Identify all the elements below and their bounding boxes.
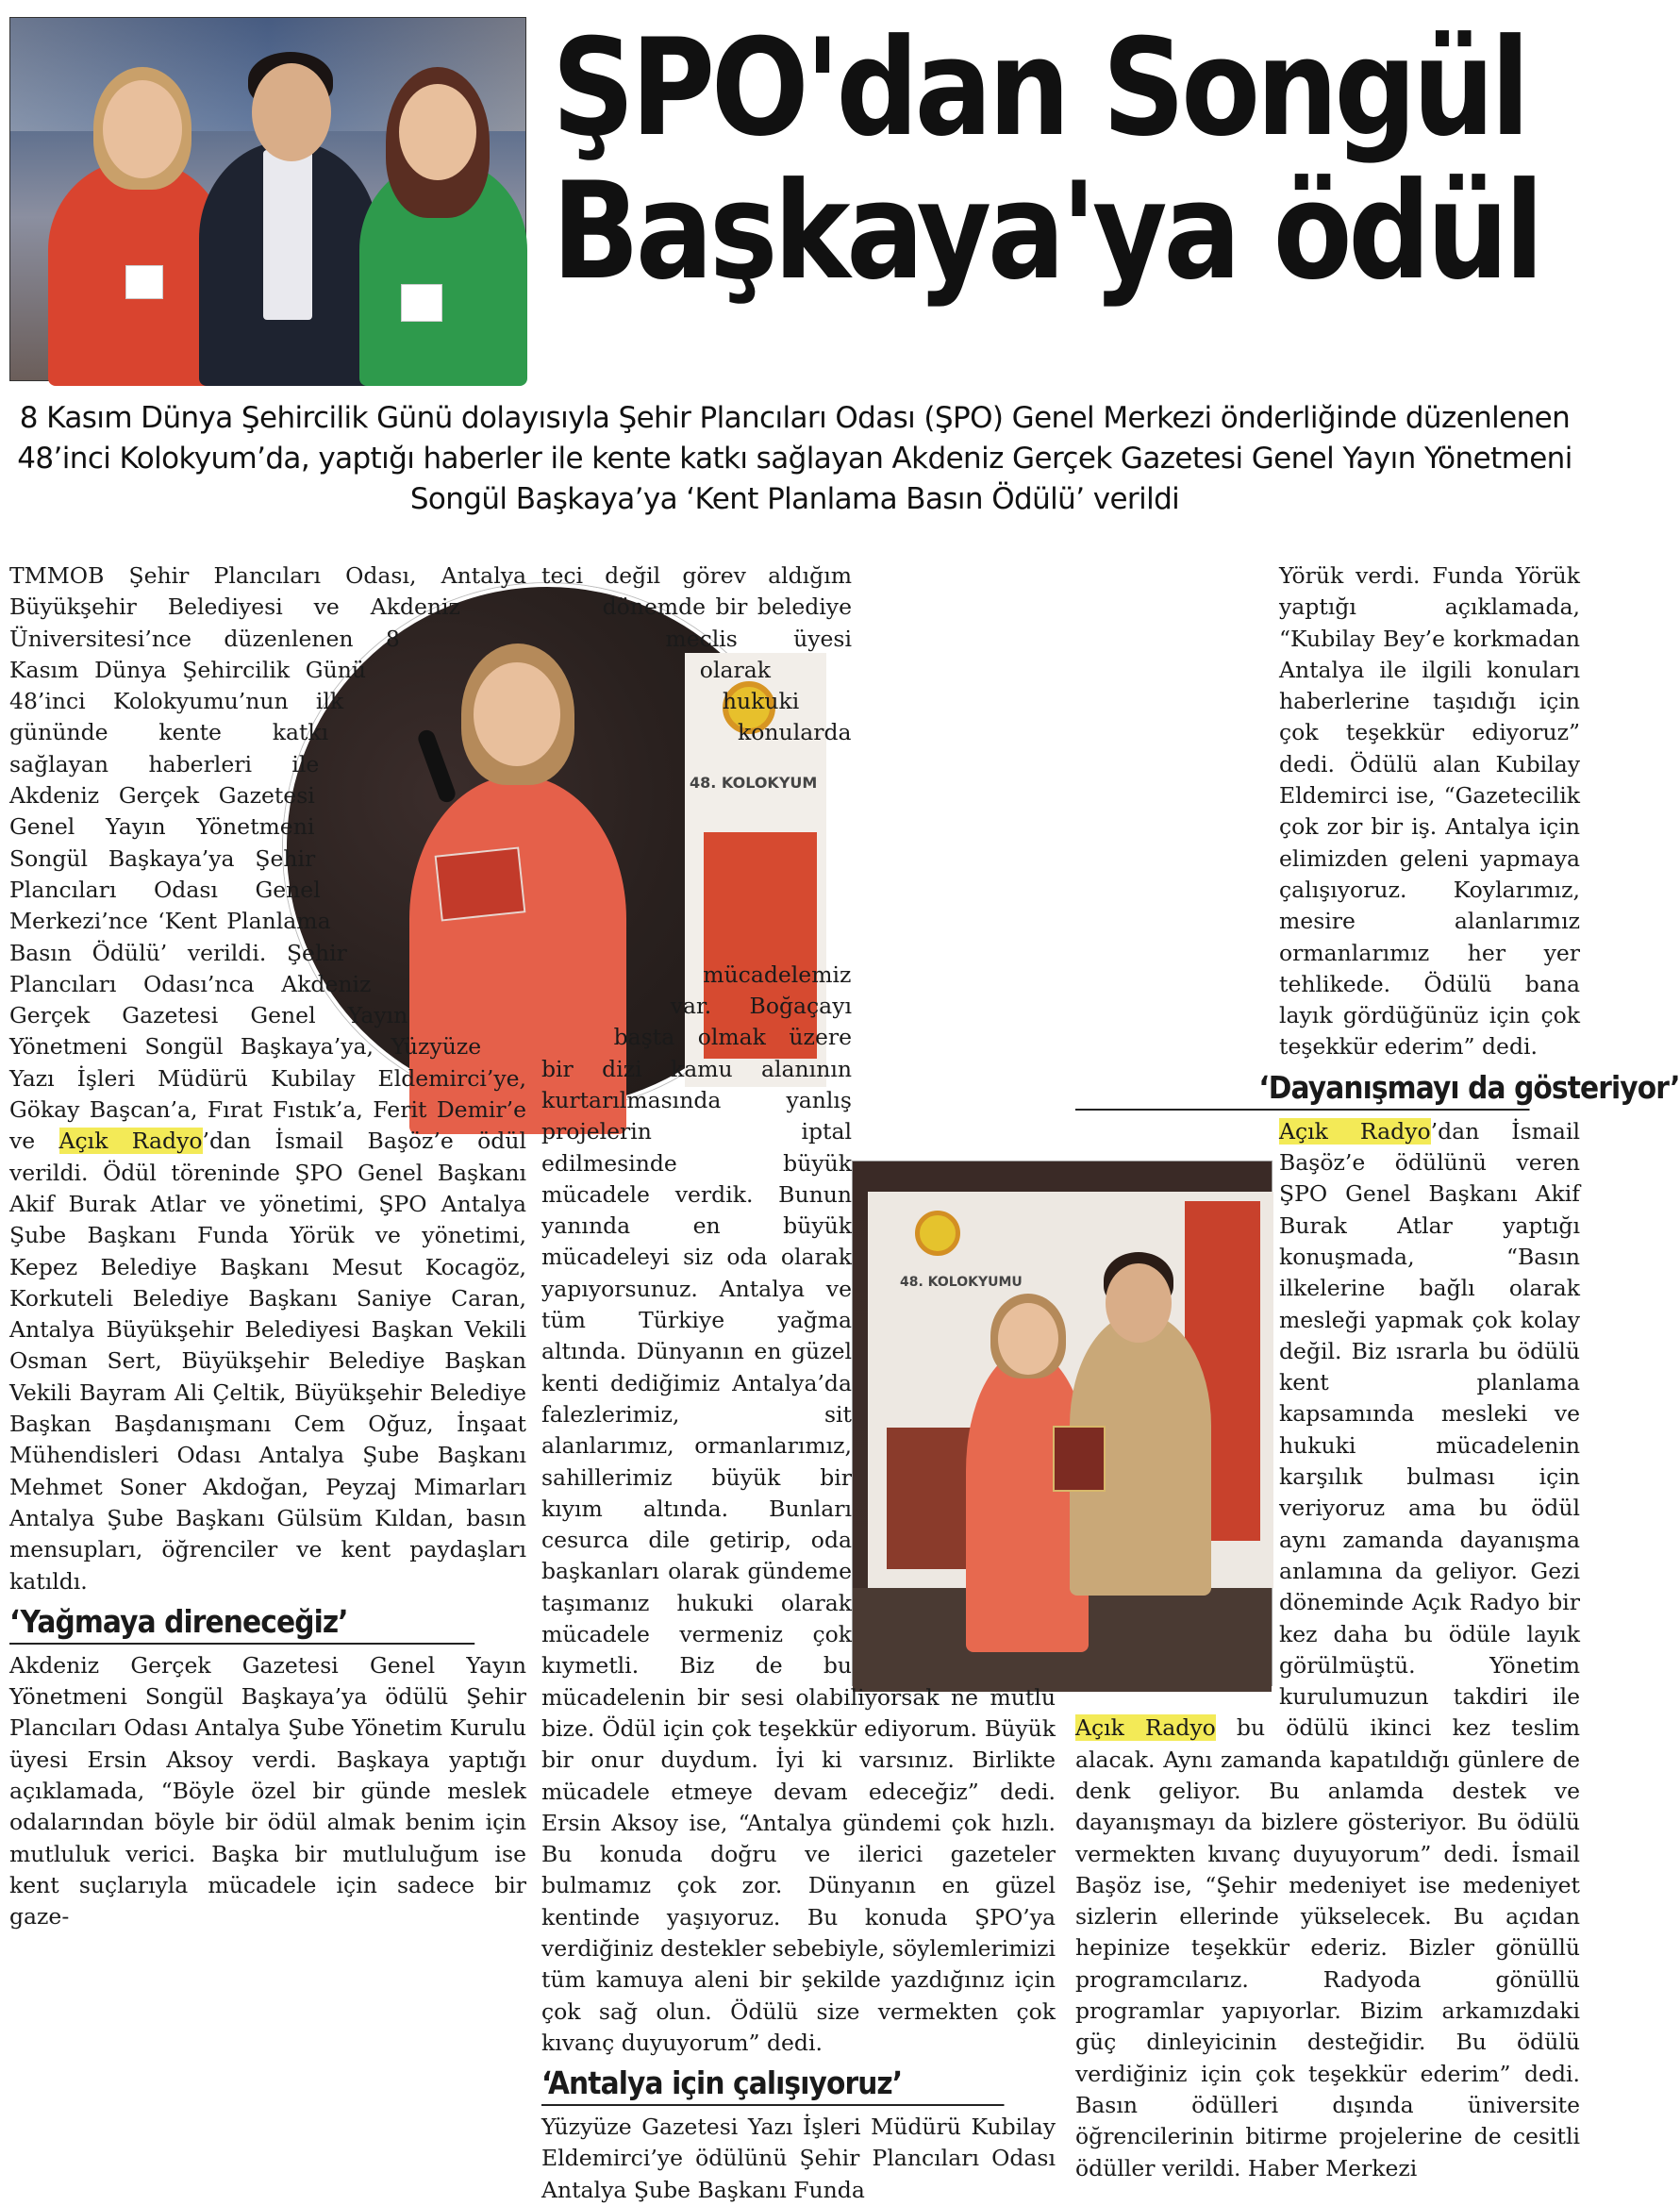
- headline: [552, 10, 1540, 309]
- highlight-acik-radyo: Açık Radyo: [1279, 1117, 1431, 1145]
- section-title: ‘Dayanışmayı da gösteriyor’: [1075, 1067, 1530, 1111]
- column-3: [1075, 560, 1680, 2184]
- paragraph: teci değil görev aldığım dönemde bir belediye meclis üyesi olarak hukuki konularda mücadelemiz var. Boğaçayı başta olmak üzere bir dizi kamu alanının kurtarılmasında yanlış projelerin iptal edilmesinde büyük mücadele verdik. Bunun yanında en büyük mücadeleyi siz oda olarak yapıyorsunuz. Antalya ve tüm Türkiye yağma altında. Dünyanın en güzel kenti dediğimiz Antalya’da falezlerimiz, sit alanlarımız, ormanlarımız, sahillerimiz büyük bir kıyım altında. Bunları cesurca dile getirip, oda başkanları olarak gündeme taşımanız hukuki olarak mücadele vermeniz çok kıymetli. Biz de bu mücadelenin bir sesi olabiliyorsak ne mutlu bize. Ödül için çok teşekkür ediyorum. Büyük bir onur duydum. İyi ki varsınız. Birlikte mücadele etmeye devam edeceğiz” dedi. Ersin Aksoy ise, “Antalya gündemi çok hızlı. Bu konuda doğru ve ilerici gazeteler bulmamız çok zor. Dünyanın en güzel kentinde yaşıyoruz. Bu konuda ŞPO’ya verdiğiniz destekler sebebiyle, söylemlerimizi tüm kamuya aleni bir şekilde yazdığınız için çok sağ olun. Ödülü size vermekten çok kıvanç duyuyorum” dedi.: [541, 562, 1056, 2056]
- headline-line-2: Başkaya'ya ödül: [552, 154, 1540, 309]
- banner-text: 48. KOLOKYUM: [690, 774, 818, 792]
- top-photo: [9, 17, 526, 381]
- section-title: ‘Yağmaya direneceğiz’: [9, 1601, 474, 1645]
- highlight-acik-radyo: Açık Radyo: [1075, 1714, 1216, 1742]
- paragraph: Yörük verdi. Funda Yörük yaptığı açıklamada, “Kubilay Bey’e korkmadan Antalya ile ilgili konuları haberlerine taşıdığı için çok teşekkür ediyoruz” dedi. Ödülü alan Kubilay Eldemirci ise, “Gazetecilik çok zor bir iş. Antalya için elimizden geleni yapmaya çalışıyoruz. Koylarımız, mesire alanlarımız ormanlarımız her yer tehlikede. Ödülü bana layık gördüğünüz için çok teşekkür ederim” dedi.: [1279, 562, 1580, 1061]
- paragraph: TMMOB Şehir Plancıları Odası, Antalya Büyükşehir Belediyesi ve Akdeniz Üniversitesi’nce düzenlenen 8 Kasım Dünya Şehircilik Günü 48’inci Kolokyumu’nun ilk gününde kente katkı sağlayan haberleri ile Akdeniz Gerçek Gazetesi Genel Yayın Yönetmeni Songül Başkaya’ya Şehir Plancıları Odası Genel Merkezi’nce ‘Kent Planlama Basın Ödülü’ verildi. Şehir Plancıları Odası’nca Akdeniz Gerçek Gazetesi Genel Yayın Yönetmeni Songül Başkaya’ya, Yüzyüze Yazı İşleri Müdürü Kubilay Eldemirci’ye, Gökay Başcan’a, Fırat Fıstık’a, Ferit Demir’e ve Açık Radyo’dan İsmail Başöz’e ödül verildi. Ödül töreninde ŞPO Genel Başkanı Akif Burak Atlar ve yönetimi, ŞPO Antalya Şube Başkanı Funda Yörük ve yönetimi, Kepez Belediye Başkanı Mesut Kocagöz, Korkuteli Belediye Başkanı Saniye Caran, Antalya Büyükşehir Belediyesi Başkan Vekili Osman Sert, Büyükşehir Belediye Başkan Vekili Bayram Ali Çeltik, Büyükşehir Belediye Başkan Başdanışmanı Cem Oğuz, İnşaat Mühendisleri Odası Antalya Şube Başkanı Mehmet Soner Akdoğan, Peyzaj Mimarları Antalya Şube Başkanı Gülsüm Kıldan, basın mensupları, öğrenciler ve kent paydaşları katıldı.: [9, 562, 527, 1595]
- paragraph: Akdeniz Gerçek Gazetesi Genel Yayın Yönetmeni Songül Başkaya’ya ödülü Şehir Plancıları Odası Antalya Şube Yönetim Kurulu üyesi Ersin Aksoy verdi. Başkaya yaptığı açıklamada, “Böyle özel bir günde meslek odalarından böyle bir ödül almak benim için mutluluk verici. Başka bir mutluluğum ise kent suçlarıyla mücadele için sadece bir gaze-: [9, 1651, 526, 1930]
- paragraph: Açık Radyo’dan İsmail Başöz’e ödülünü veren ŞPO Genel Başkanı Akif Burak Atlar yaptığı konuşmada, “Basın ilkelerine bağlı olarak mesleği yapmak çok kolay değil. Biz ısrarla bu ödülü kent planlama kapsamında mesleki ve hukuki mücadelenin karşılık bulması için veriyoruz ama bu ödül aynı zamanda dayanışma anlamına da geliyor. Gezi döneminde Açık Radyo bir kez daha bu ödüle layık görülmüştü. Yönetim kurulumuzun takdiri ile Açık Radyo bu ödülü ikinci kez teslim alacak. Aynı zamanda kapatıldığı günlere de denk geliyor. Bu anlamda destek ve dayanışmayı da bizlere gösteriyor. Bu ödülü vermekten kıvanç duyuyorum” dedi. İsmail Başöz ise, “Şehir medeniyet ise medeniyet sizlerin ellerinde yükselecek. Bu açıdan hepinize teşekkür ederiz. Bizler gönüllü programcılarız. Radyoda gönüllü programlar yapıyorlar. Bizim arkamızdaki güç dinleyicinin desteğidir. Bu ödülü verdiğiniz için çok teşekkür ederim” dedi. Basın ödülleri dışında üniversite öğrencilerinin bitirme projelerine de cesitli ödüller verildi. Haber Merkezi: [1075, 1117, 1580, 2181]
- shirt: [263, 150, 312, 320]
- headline-line-1: ŞPO'dan Songül: [552, 10, 1526, 166]
- column-1: [9, 560, 526, 1932]
- backdrop-text: 48. KOLOKYUMU: [900, 1275, 1023, 1290]
- paragraph: Yüzyüze Gazetesi Yazı İşleri Müdürü Kubilay Eldemirci’ye ödülünü Şehir Plancıları Odası Antalya Şube Başkanı Funda: [541, 2114, 1056, 2203]
- name-badge: [401, 284, 442, 322]
- photo-wrap-spacer: [1075, 1125, 1279, 1691]
- column-2: [541, 560, 1056, 2206]
- person-dark-face: [252, 63, 331, 161]
- highlight-acik-radyo: Açık Radyo: [58, 1128, 203, 1155]
- name-badge: [125, 265, 163, 299]
- section-title: ‘Antalya için çalışıyoruz’: [541, 2063, 1005, 2106]
- person-red-face: [103, 80, 182, 178]
- subheadline: 8 Kasım Dünya Şehircilik Günü dolayısıyla Şehir Plancıları Odası (ŞPO) Genel Merkezi önderliğinde düzenlenen 48’inci Kolokyum’da, yaptığı haberler ile kente katkı sağlayan Akdeniz Gerçek Gazetesi Genel Yayın Yönetmeni Songül Başkaya’ya ‘Kent Planlama Basın Ödülü’ verildi: [17, 401, 1572, 516]
- photo-wrap-spacer: [852, 1127, 1056, 1653]
- person-green-face: [399, 84, 476, 180]
